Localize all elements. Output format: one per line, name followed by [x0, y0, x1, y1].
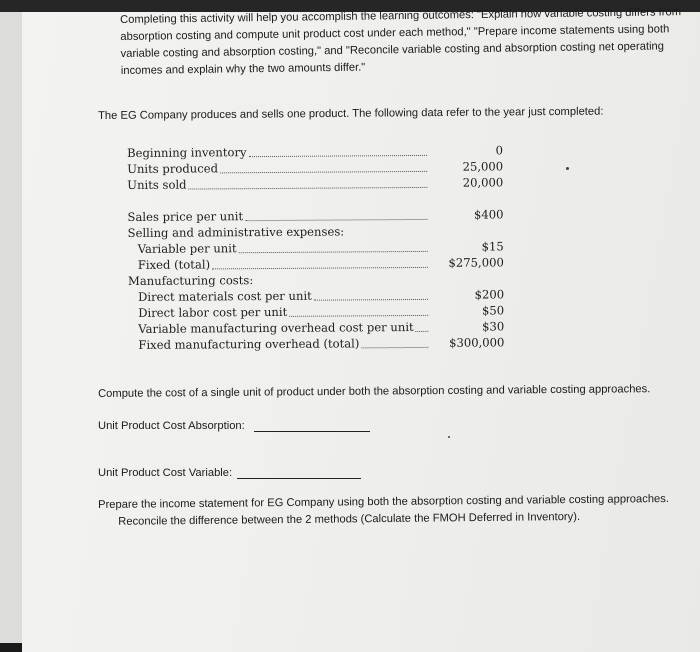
absorption-answer-blank[interactable] — [254, 431, 370, 432]
intro-line: Completing this activity will help you accomplish the learning outcomes: "Explain how variable costing differs from — [120, 6, 682, 26]
variable-cost-label: Unit Product Cost Variable: — [98, 467, 233, 479]
absorption-cost-label: Unit Product Cost Absorption: — [98, 420, 245, 432]
row-value: 20,000 — [462, 175, 504, 190]
row-label: Variable per unit — [137, 241, 237, 256]
left-margin — [0, 12, 22, 643]
row-value: $400 — [473, 207, 504, 222]
row-value: 0 — [495, 143, 504, 158]
row-label: Units produced — [127, 161, 219, 176]
dot-leader — [289, 314, 428, 317]
compute-prompt: Compute the cost of a single unit of product under both the absorption costing and variable costing approaches. — [98, 383, 651, 400]
row-label: Manufacturing costs: — [127, 273, 254, 288]
intro-line: absorption costing and compute unit product cost under each method," "Prepare income statements using both — [120, 23, 670, 43]
row-label: Selling and administrative expenses: — [127, 224, 345, 240]
stray-mark — [566, 167, 569, 170]
row-label: Variable manufacturing overhead cost per unit — [138, 320, 414, 336]
dot-leader — [361, 346, 428, 348]
intro-paragraph — [120, 4, 682, 80]
row-label: Direct materials cost per unit — [138, 288, 312, 304]
prepare-line-2: Reconcile the difference between the 2 methods (Calculate the FMOH Deferred in Inventory). — [118, 510, 581, 528]
row-label: Fixed manufacturing overhead (total) — [138, 336, 360, 352]
problem-lead: The EG Company produces and sells one product. The following data refer to the year just completed: — [98, 105, 604, 122]
row-label: Units sold — [127, 177, 187, 192]
dot-leader — [249, 154, 427, 157]
dot-leader — [239, 250, 428, 253]
dot-leader — [246, 218, 428, 221]
dot-leader — [220, 170, 427, 173]
variable-answer-blank[interactable] — [237, 478, 361, 479]
row-value: $300,000 — [449, 335, 505, 350]
dot-leader — [212, 266, 428, 270]
row-label: Beginning inventory — [127, 145, 247, 160]
intro-line: variable costing and absorption costing," and "Reconcile variable costing and absorption costing net operating — [120, 40, 665, 60]
row-value: $275,000 — [448, 255, 504, 270]
row-label: Direct labor cost per unit — [138, 304, 288, 320]
cost-data-table — [127, 142, 518, 353]
row-value: 25,000 — [462, 159, 504, 174]
row-value: $15 — [481, 239, 504, 254]
dot-leader — [314, 298, 428, 301]
prepare-instructions — [98, 491, 669, 531]
row-value: $30 — [482, 319, 505, 334]
intro-line: incomes and explain why the two amounts differ." — [120, 61, 366, 77]
row-label: Fixed (total) — [137, 257, 211, 272]
data-row — [128, 334, 518, 353]
stray-mark — [448, 436, 450, 438]
dot-leader — [415, 330, 428, 332]
dot-leader — [188, 186, 427, 190]
data-row — [127, 174, 517, 193]
row-label: Sales price per unit — [127, 209, 244, 224]
prepare-line-1: Prepare the income statement for EG Company using both the absorption costing and variable costing approaches. — [98, 493, 670, 511]
row-value: $50 — [481, 303, 505, 318]
row-value: $200 — [474, 287, 505, 302]
